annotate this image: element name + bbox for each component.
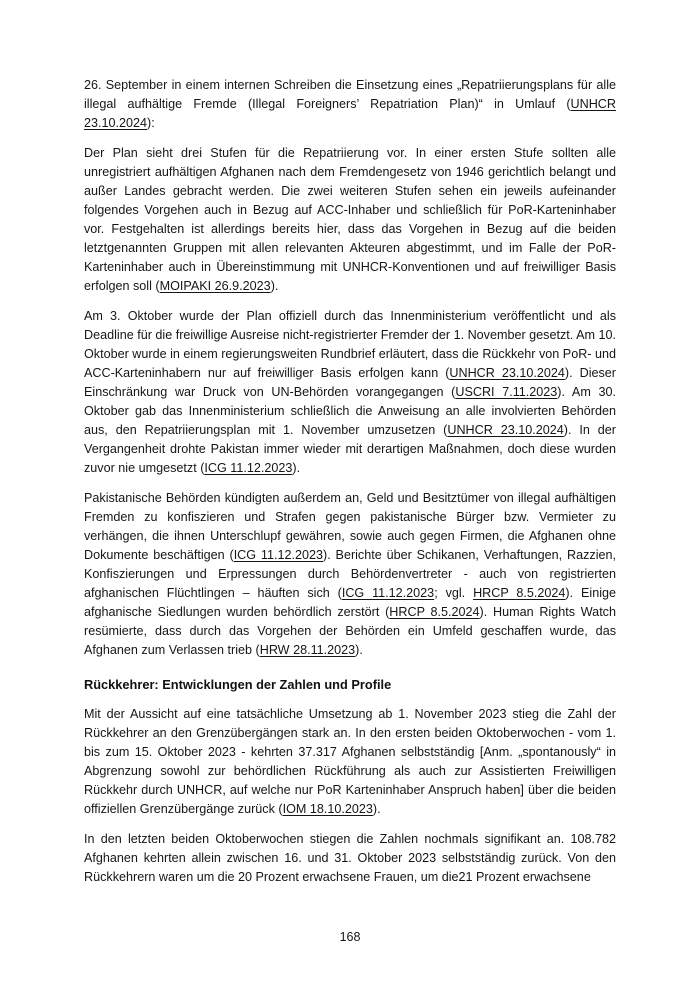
citation-link[interactable]: HRCP 8.5.2024: [473, 586, 566, 600]
text-segment: ). In der Vergangenheit drohte Pakistan immer wieder mit derartigen Maßnahmen, doch diese wurden zuvor nie umgesetzt (: [84, 423, 616, 475]
citation-link[interactable]: MOIPAKI 26.9.2023: [159, 279, 271, 293]
citation-link[interactable]: ICG 11.12.2023: [341, 586, 435, 600]
text-segment: In den letzten beiden Oktoberwochen stiegen die Zahlen nochmals signifikant an. 108.782 Afghanen kehrten allein zwischen 16. und 31. Oktober 2023 selbstständig zurück. Von den Rückkehrern waren um die 20 Prozent erwachsene Frauen, um die21 Prozent erwachsene: [84, 832, 616, 884]
citation-link[interactable]: IOM 18.10.2023: [282, 802, 373, 816]
text-segment: ):: [147, 116, 155, 130]
text-segment: ). Dieser Einschränkung war Druck von UN-Behörden vorangegangen (: [84, 366, 616, 399]
citation-link[interactable]: USCRI 7.11.2023: [455, 385, 558, 399]
paragraph: [84, 705, 616, 819]
document-content: [84, 76, 616, 887]
text-segment: ).: [292, 461, 301, 475]
text-segment: ). Einige afghanische Siedlungen wurden behördlich zerstört (: [84, 586, 616, 619]
text-segment: Pakistanische Behörden kündigten außerdem an, Geld und Besitztümer von illegal aufhältigen Fremden zu konfiszieren und Strafen gegen pakistanische Bürger bzw. Vermieter zu verhängen, die ihnen Unterschlupf gewähren, sowie auch gegen Firmen, die Afghanen ohne Dokumente beschäftigen (: [84, 491, 616, 562]
section-heading: Rückkehrer: Entwicklungen der Zahlen und Profile: [84, 677, 392, 692]
text-segment: ).: [372, 802, 381, 816]
paragraph: [84, 76, 616, 133]
citation-link[interactable]: HRW 28.11.2023: [259, 643, 356, 657]
citation-link[interactable]: UNHCR 23.10.2024: [447, 423, 564, 437]
paragraph: [84, 830, 616, 887]
text-segment: ; vgl.: [434, 586, 474, 600]
citation-link[interactable]: ICG 11.12.2023: [233, 548, 324, 562]
text-segment: ). Berichte über Schikanen, Verhaftungen, Razzien, Konfiszierungen und Erpressungen durch Behördenvertreter - auch von registrierten afghanischen Flüchtlingen – häuften sich (: [84, 548, 617, 600]
paragraph: [84, 144, 616, 296]
page-number: 168: [339, 930, 361, 944]
citation-link[interactable]: UNHCR 23.10.2024: [449, 366, 565, 380]
text-segment: Der Plan sieht drei Stufen für die Repatriierung vor. In einer ersten Stufe sollten alle unregistriert aufhältigen Afghanen nach dem Fremdengesetz von 1946 gerichtlich belangt und außer Landes gebracht werden. Die zwei weiteren Stufen sehen ein jeweils aufeinander folgendes Vorgehen auch in Bezug auf ACC-Inhaber und schließlich für PoR-Karteninhaber vor. Festgehalten ist allerdings bereits hier, dass das Vorgehen in Bezug auf die beiden letztgenannten Gruppen mit allen relevanten Akteuren abgestimmt, und im Falle der PoR-Karteninhaber auch in Übereinstimmung mit UNHCR-Konventionen und auf freiwilliger Basis erfolgen soll (: [84, 146, 616, 293]
text-segment: 26. September in einem internen Schreiben die Einsetzung eines „Repatriierungsplans für alle illegal aufhältige Fremde (Illegal Foreigners’ Repatriation Plan)“ in Umlauf (: [84, 78, 616, 111]
text-segment: ).: [355, 643, 363, 657]
text-segment: ). Human Rights Watch resümierte, dass durch das Vorgehen der Behörden ein Umfeld geschaffen wurde, das Afghanen zum Verlassen trieb (: [84, 605, 616, 657]
citation-link[interactable]: HRCP 8.5.2024: [389, 605, 480, 619]
text-segment: ).: [270, 279, 279, 293]
paragraph: [84, 489, 616, 660]
text-segment: ). Am 30. Oktober gab das Innenministerium schließlich die Anweisung an alle involvierten Behörden aus, den Repatriierungsplan mit 1. November umzusetzen (: [84, 385, 616, 437]
text-segment: Am 3. Oktober wurde der Plan offiziell durch das Innenministerium veröffentlicht und als Deadline für die freiwillige Ausreise nicht-registrierter Fremder der 1. November gesetzt. Am 10. Oktober wurde in einem regierungsweiten Rundbrief erläutert, dass die Rückkehr von PoR- und ACC-Karteninhabern nur auf freiwilliger Basis erfolgen kann (: [84, 309, 617, 380]
text-segment: Mit der Aussicht auf eine tatsächliche Umsetzung ab 1. November 2023 stieg die Zahl der Rückkehrer an den Grenzübergängen stark an. In den ersten beiden Oktoberwochen - vom 1. bis zum 15. Oktober 2023 - kehrten 37.317 Afghanen selbstständig [Anm. „spontanously“ in Abgrenzung sowohl zur behördlichen Rückführung als auch zur Assistierten Freiwilligen Rückkehr durch UNHCR, auf welche nur PoR Karteninhaber Anspruch haben] über die beiden offiziellen Grenzübergänge zurück (: [84, 707, 616, 816]
paragraph: [84, 307, 616, 478]
citation-link[interactable]: UNHCR 23.10.2024: [84, 97, 616, 130]
citation-link[interactable]: ICG 11.12.2023: [204, 461, 293, 475]
